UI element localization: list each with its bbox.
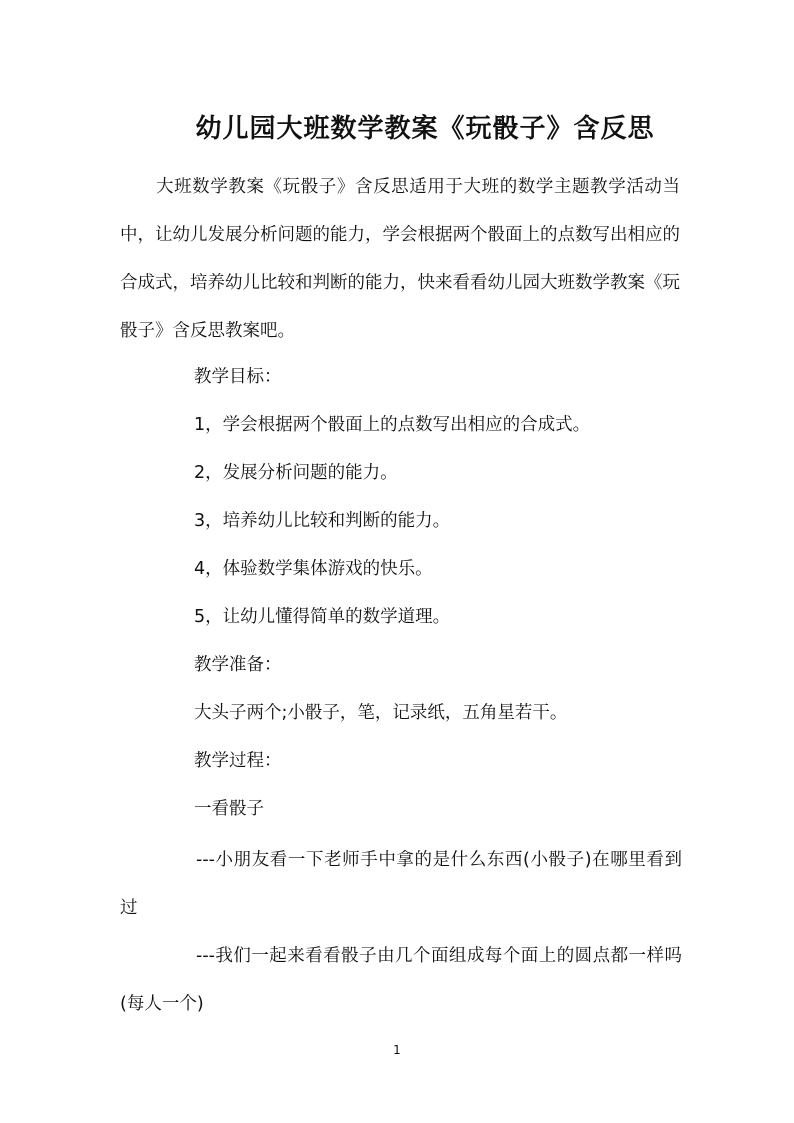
step1-question-2-text: ---我们一起来看看骰子由几个面组成每个面上的圆点都一样吗(每人一个)	[120, 946, 682, 1014]
goal-item-3: 3，培养幼儿比较和判断的能力。	[194, 511, 451, 531]
prep-heading: 教学准备：	[194, 655, 282, 675]
goal-item-2: 2，发展分析问题的能力。	[194, 463, 398, 483]
goal-item-5: 5，让幼儿懂得简单的数学道理。	[194, 607, 451, 627]
page-number: 1	[393, 1043, 401, 1057]
document-title: 幼儿园大班数学教案《玩骰子》含反思	[195, 114, 655, 145]
step1-question-1-text: ---小朋友看一下老师手中拿的是什么东西(小骰子)在哪里看到过	[120, 850, 682, 918]
step1-question-2	[120, 932, 682, 1028]
goals-heading: 教学目标：	[194, 367, 282, 387]
process-heading: 教学过程：	[194, 751, 282, 771]
step1-heading: 一看骰子	[194, 799, 264, 819]
step1-question-1	[120, 836, 682, 932]
goal-item-1: 1，学会根据两个骰面上的点数写出相应的合成式。	[194, 415, 591, 435]
intro-paragraph: 大班数学教案《玩骰子》含反思适用于大班的数学主题教学活动当中，让幼儿发展分析问题的能力，学会根据两个骰面上的点数写出相应的合成式，培养幼儿比较和判断的能力，快来看看幼儿园大班数学教案《玩骰子》含反思教案吧。	[120, 177, 680, 341]
prep-text: 大头子两个;小骰子，笔，记录纸，五角星若干。	[194, 703, 568, 723]
goal-item-4: 4，体验数学集体游戏的快乐。	[194, 559, 433, 579]
